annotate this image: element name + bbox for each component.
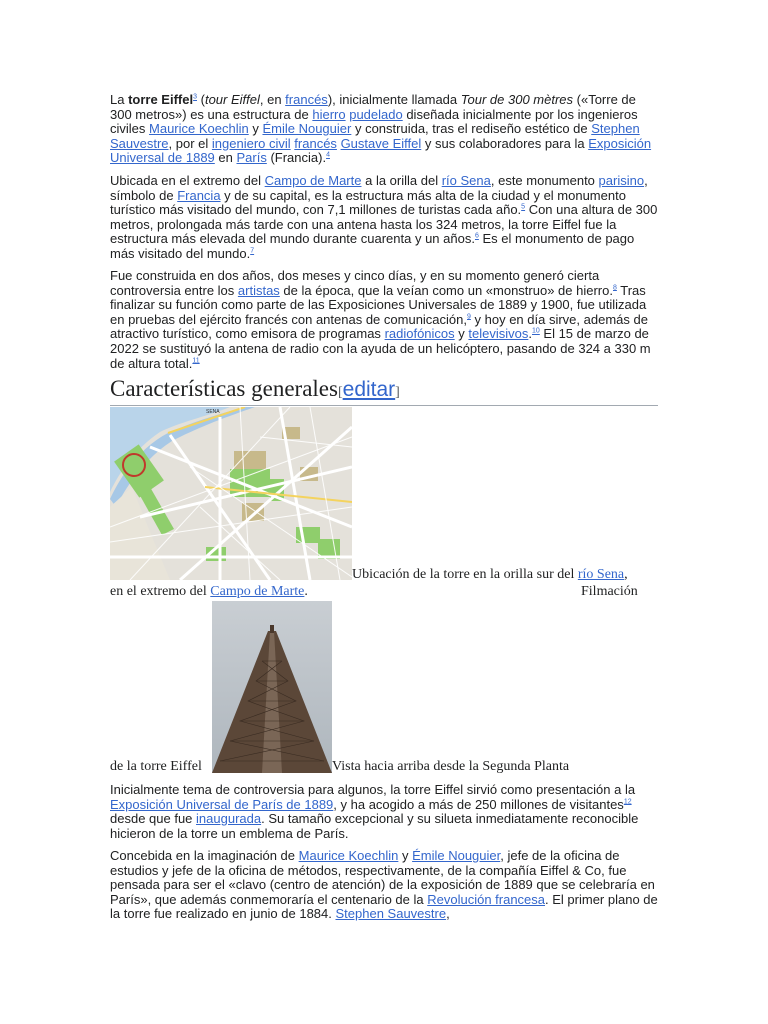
text: , y ha acogido a más de 250 millones de visitantes xyxy=(333,796,624,812)
section-title: Características generales xyxy=(110,376,338,401)
text: y de su capital, es la estructura más alta de la ciudad y el monumento turístico más visitado del mundo, con 7,1 millones de turistas cada año. xyxy=(110,187,626,218)
text: , xyxy=(446,906,450,922)
link-koechlin[interactable]: Maurice Koechlin xyxy=(298,848,399,863)
map-label: SENA xyxy=(206,409,220,415)
ref-link[interactable]: 9 xyxy=(467,313,471,321)
text: de la época, que la veían como un «monstruo» de hierro. xyxy=(279,282,613,298)
map-caption-cont xyxy=(110,584,308,600)
text: desde que fue xyxy=(110,811,197,827)
edit-bracket: [ xyxy=(337,385,343,400)
text: Tras finalizar su función como parte de las Exposiciones Universales de 1889 y 1900, fue utilizada en pruebas del ejército francés con antenas de comunicación, xyxy=(110,282,647,327)
ref-link[interactable]: 12 xyxy=(623,798,632,806)
caption-text: , xyxy=(624,567,628,582)
section-heading xyxy=(110,374,658,406)
text: , símbolo de xyxy=(110,173,648,203)
text: y hoy en día sirve, además de atractivo turístico, como emisora de programas xyxy=(110,311,648,342)
caption-text: en el extremo del xyxy=(110,584,211,599)
link-expo-1889[interactable]: Exposición Universal de 1889 xyxy=(110,135,652,166)
edit-bracket: ] xyxy=(395,385,400,400)
text: . Su tamaño excepcional y su silueta inmediatamente reconocible hicieron de la torre un emblema de París. xyxy=(110,811,639,841)
link-gustave-eiffel[interactable]: Gustave Eiffel xyxy=(340,135,422,151)
text: El 15 de marzo de 2022 se sustituyó la antena de radio con la ayuda de un helicóptero, pasando de 324 a 330 m de altura total. xyxy=(110,326,651,371)
link-francia[interactable]: Francia xyxy=(177,187,221,203)
text: en xyxy=(214,150,237,166)
paris-map-image[interactable] xyxy=(110,407,352,580)
link-inaugurada[interactable]: inaugurada xyxy=(196,811,262,827)
text: y sus colaboradores para la xyxy=(421,135,589,151)
link-frances[interactable]: francés xyxy=(285,92,328,107)
italic-text: Tour de 300 mètres xyxy=(460,92,574,107)
text: a la orilla del xyxy=(361,173,442,188)
text: y construida, tras el rediseño estético de xyxy=(351,121,592,137)
link-nouguier[interactable]: Émile Nouguier xyxy=(262,121,352,137)
film-caption-cont: de la torre Eiffel xyxy=(110,759,202,774)
italic-text: tour Eiffel xyxy=(204,92,260,107)
link-artistas[interactable]: artistas xyxy=(237,282,280,298)
map-caption xyxy=(352,567,628,583)
link-frances[interactable]: francés xyxy=(294,135,337,151)
text: , este monumento xyxy=(490,173,599,188)
link-sauvestre[interactable]: Stephen Sauvestre xyxy=(110,121,640,151)
link-campo-de-marte[interactable]: Campo de Marte xyxy=(210,584,305,599)
ref-link[interactable]: 6 xyxy=(474,233,479,241)
caption-text: . xyxy=(304,584,308,599)
text: ), inicialmente llamada xyxy=(327,92,461,107)
caption-text: Ubicación de la torre en la orilla sur del xyxy=(352,567,578,582)
link-rio-sena[interactable]: río Sena xyxy=(441,173,491,188)
tower-tip xyxy=(270,625,274,633)
text: diseñada inicialmente por los ingenieros civiles xyxy=(110,106,638,137)
text: Concebida en la imaginación de xyxy=(110,848,299,863)
link-expo-paris-1889[interactable]: Exposición Universal de París de 1889 xyxy=(110,796,334,812)
link-hierro[interactable]: hierro xyxy=(312,106,346,122)
text: . xyxy=(528,326,532,342)
invalides-building xyxy=(234,451,266,471)
text: Fue construida en dos años, dos meses y cinco días, y en su momento generó cierta controversia entre los xyxy=(110,268,600,298)
ref-link[interactable]: 7 xyxy=(250,247,255,255)
photo-caption: Vista hacia arriba desde la Segunda Planta xyxy=(332,759,570,774)
link-pudelado[interactable]: pudelado xyxy=(349,106,403,122)
text: , por el xyxy=(168,135,212,151)
link-televisivos[interactable]: televisivos xyxy=(468,326,529,342)
controversy-paragraph xyxy=(110,783,658,841)
link-parisino[interactable]: parisino xyxy=(598,173,645,188)
text: ( xyxy=(197,92,205,107)
ref-link[interactable]: 3 xyxy=(193,93,197,101)
link-campo-de-marte[interactable]: Campo de Marte xyxy=(264,173,362,188)
link-revolucion-francesa[interactable]: Revolución francesa xyxy=(427,891,546,907)
link-sauvestre[interactable]: Stephen Sauvestre xyxy=(335,906,447,922)
link-ingeniero-civil[interactable]: ingeniero civil xyxy=(211,135,291,151)
text: . El primer plano de la torre fue realizado en junio de 1884. xyxy=(110,891,658,922)
ref-link[interactable]: 5 xyxy=(521,203,526,211)
text: y xyxy=(248,121,263,137)
text: , en xyxy=(259,92,286,107)
ref-link[interactable]: 11 xyxy=(192,357,200,365)
text: La xyxy=(110,92,129,107)
ref-link[interactable]: 4 xyxy=(326,152,330,160)
ref-link[interactable]: 8 xyxy=(612,284,617,292)
text: Ubicada en el extremo del xyxy=(110,173,265,188)
park xyxy=(296,527,320,543)
tower-graphic xyxy=(212,601,332,773)
link-radiofonicos[interactable]: radiofónicos xyxy=(384,326,455,342)
film-caption: Filmación xyxy=(581,584,638,599)
text: Inicialmente tema de controversia para algunos, la torre Eiffel sirvió como presentación a la xyxy=(110,782,636,797)
text: Con una altura de 300 metros, prolongada más tarde con una antena hasta los 324 metros, la torre Eiffel fue la estructura más elevada del mundo durante cuarenta y un años. xyxy=(110,202,658,247)
bold-title: torre Eiffel xyxy=(128,92,194,107)
link-nouguier[interactable]: Émile Nouguier xyxy=(412,848,501,863)
edit-link[interactable]: editar xyxy=(342,378,396,401)
conception-paragraph xyxy=(110,849,658,922)
location-paragraph xyxy=(110,174,658,262)
link-paris[interactable]: París xyxy=(236,150,267,166)
map-graphic xyxy=(110,407,352,580)
text: («Torre de 300 metros») es una estructura de xyxy=(110,92,636,122)
text: , jefe de la oficina de estudios y jefe de la oficina de métodos, respectivamente, de la compañía Eiffel & Co, fue pensada para ser el «clavo (centro de atención) de la exposición de 1889 que se celebraría en París», que además conmemoraría el centenario de la xyxy=(110,848,655,907)
link-rio-sena[interactable]: río Sena xyxy=(577,567,625,582)
text: Es el monumento de pago más visitado del mundo. xyxy=(110,231,635,261)
text: y xyxy=(398,848,413,863)
link-koechlin[interactable]: Maurice Koechlin xyxy=(149,121,249,137)
history-paragraph xyxy=(110,269,658,371)
intro-paragraph xyxy=(110,93,658,166)
ref-link[interactable]: 10 xyxy=(532,328,540,336)
text: y xyxy=(454,326,469,342)
tower-upward-photo[interactable] xyxy=(212,601,332,773)
text: (Francia). xyxy=(266,150,327,166)
